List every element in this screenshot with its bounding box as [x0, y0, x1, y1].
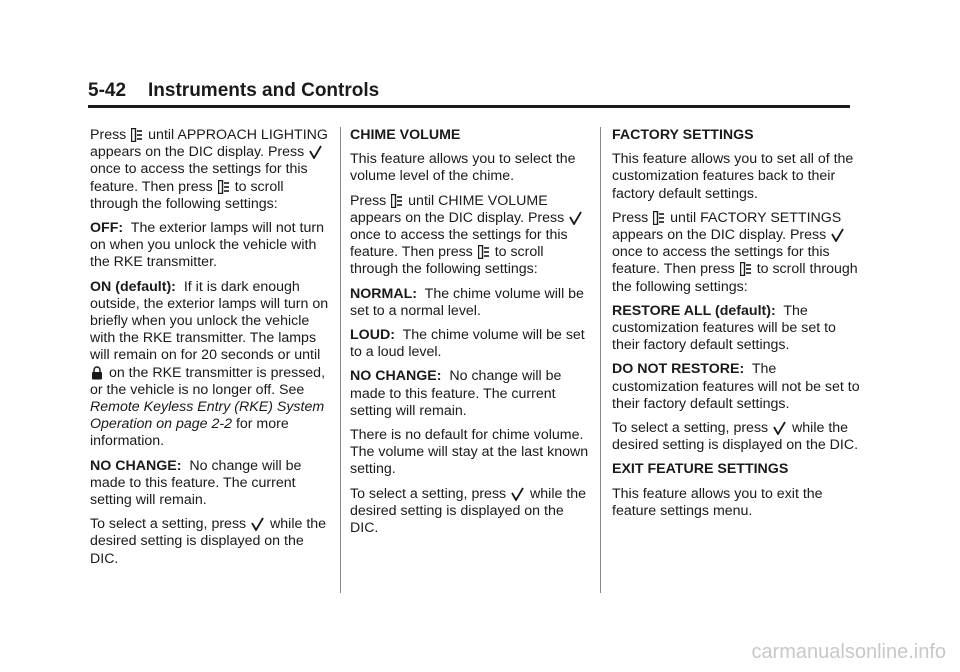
checkmark-icon	[569, 211, 582, 225]
checkmark-icon	[831, 228, 844, 242]
column-2	[350, 127, 594, 544]
column-divider	[340, 127, 341, 593]
paragraph: There is no default for chime volume. The volume will stay at the last known setting.	[350, 427, 589, 478]
paragraph: LOUD: The chime volume will be set to a loud level.	[350, 327, 585, 361]
checkmark-icon	[251, 517, 264, 531]
paragraph: Press until FACTORY SETTINGS appears on the DIC display. Press once to access the settings for this feature. Then press to scroll through the following settings:	[612, 209, 858, 295]
paragraph: This feature allows you to select the volume level of the chime.	[350, 151, 576, 185]
paragraph: NO CHANGE: No change will be made to this feature. The current setting will remain.	[350, 368, 562, 419]
paragraph: To select a setting, press while the desired setting is displayed on the DIC.	[350, 485, 587, 537]
paragraph: NORMAL: The chime volume will be set to a normal level.	[350, 285, 584, 319]
column-divider	[600, 127, 601, 593]
paragraph: DO NOT RESTORE: The customization features will not be set to their factory default settings.	[612, 361, 860, 412]
section-heading: EXIT FEATURE SETTINGS	[612, 461, 789, 478]
dic-menu-icon	[478, 245, 489, 259]
paragraph: OFF: The exterior lamps will not turn on when you unlock the vehicle with the RKE transmitter.	[90, 220, 324, 271]
checkmark-icon	[309, 145, 322, 159]
dic-menu-icon	[218, 180, 229, 194]
cross-reference-link[interactable]: Remote Keyless Entry (RKE) System Operation on page 2-2	[90, 399, 325, 433]
page-title: Instruments and Controls	[148, 80, 380, 101]
page-number: 5-42	[88, 80, 127, 101]
paragraph: To select a setting, press while the desired setting is displayed on the DIC.	[612, 420, 859, 454]
paragraph: This feature allows you to set all of the customization features back to their factory default settings.	[612, 151, 854, 202]
paragraph: ON (default): If it is dark enough outside, the exterior lamps will turn on briefly when you unlock the vehicle with the RKE transmitter. The lamps will remain on for 20 seconds or until on the RKE transmitter is pressed, or the vehicle is no longer off. See Remote Keyless Entry (RKE) System Operation on page 2-2 for more information.	[90, 278, 329, 450]
section-heading: CHIME VOLUME	[350, 127, 461, 143]
paragraph: RESTORE ALL (default): The customization features will be set to their factory default settings.	[612, 302, 836, 354]
paragraph: This feature allows you to exit the feature settings menu.	[612, 485, 823, 519]
column-3	[612, 127, 860, 527]
checkmark-icon	[773, 421, 786, 435]
checkmark-icon	[511, 487, 524, 501]
section-heading: FACTORY SETTINGS	[612, 127, 754, 143]
dic-menu-icon	[740, 262, 751, 276]
watermark: carmanualsonline.info	[751, 641, 946, 663]
dic-menu-icon	[131, 128, 142, 142]
paragraph: Press until CHIME VOLUME appears on the DIC display. Press once to access the settings for this feature. Then press to scroll through the following settings:	[350, 193, 594, 279]
lock-icon	[91, 366, 103, 380]
paragraph: To select a setting, press while the desired setting is displayed on the DIC.	[90, 516, 327, 567]
page-header	[88, 80, 850, 108]
dic-menu-icon	[391, 194, 402, 208]
column-1	[90, 127, 332, 575]
paragraph: NO CHANGE: No change will be made to this feature. The current setting will remain.	[90, 457, 302, 509]
dic-menu-icon	[653, 211, 664, 225]
paragraph: Press until APPROACH LIGHTING appears on the DIC display. Press once to access the settings for this feature. Then press to scroll through the following settings:	[90, 127, 328, 212]
